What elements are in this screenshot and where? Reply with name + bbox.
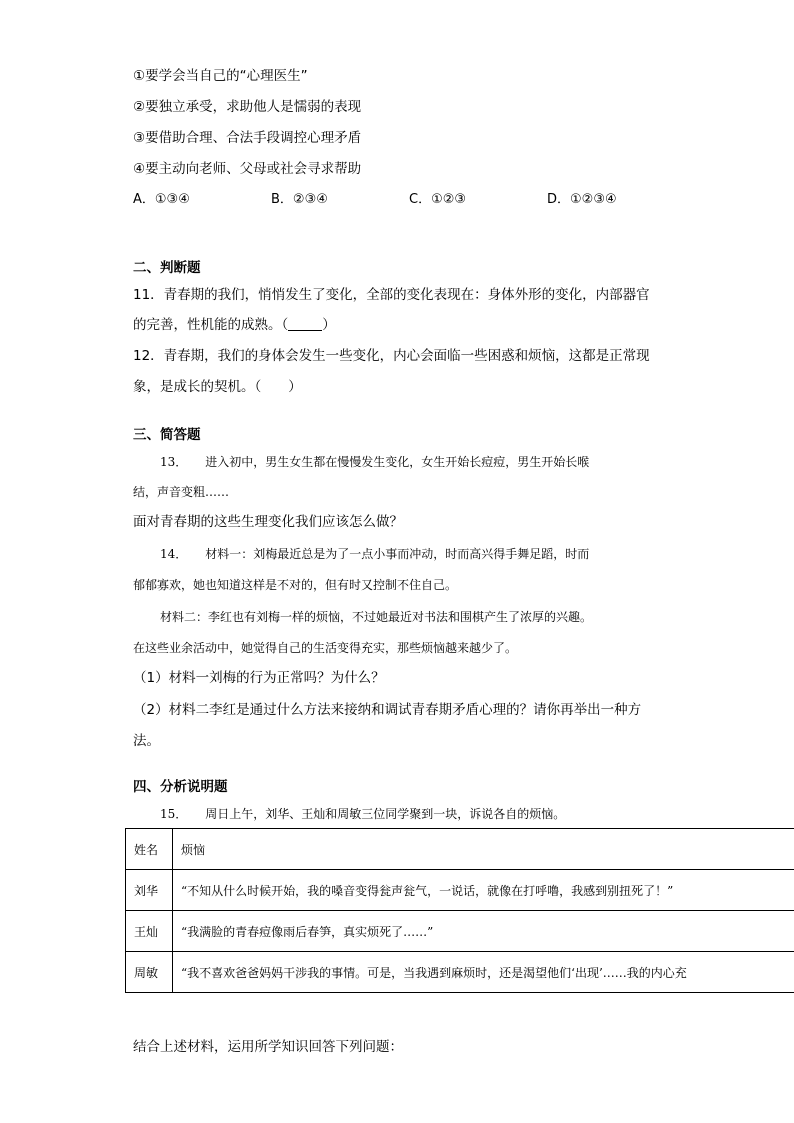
question-11-line-1: 11．青春期的我们，悄悄发生了变化，全部的变化表现在：身体外形的变化，内部器官 <box>133 287 650 303</box>
question-15-prompt: 结合上述材料，运用所学知识回答下列问题： <box>133 1039 403 1055</box>
choice-d: D．①②③④ <box>547 192 617 207</box>
option-statement-3: ③要借助合理、合法手段调控心理矛盾 <box>133 130 362 146</box>
table-row <box>126 952 794 993</box>
option-statement-1: ①要学会当自己的“心理医生” <box>133 68 308 84</box>
worries-table <box>125 828 794 993</box>
question-14-line-1: 14． 材料一：刘梅最近总是为了一点小事而冲动，时而高兴得手舞足蹈，时而 <box>160 547 590 561</box>
question-14-sub-2-cont: 法。 <box>133 733 160 749</box>
section-heading-judgment: 二、判断题 <box>133 260 201 276</box>
option-statement-2: ②要独立承受，求助他人是懦弱的表现 <box>133 99 362 115</box>
question-12-line-2: 象，是成长的契机。（ ） <box>133 379 302 395</box>
question-11-line-2: 的完善，性机能的成熟。（ ） <box>133 317 336 333</box>
question-14-line-3: 材料二：李红也有刘梅一样的烦恼，不过她最近对书法和围棋产生了浓厚的兴趣。 <box>160 610 593 624</box>
section-heading-analysis: 四、分析说明题 <box>133 779 228 795</box>
question-12-line-1: 12．青春期，我们的身体会发生一些变化，内心会面临一些困惑和烦恼，这都是正常现 <box>133 348 650 364</box>
question-15-intro: 15． 周日上午，刘华、王灿和周敏三位同学聚到一块，诉说各自的烦恼。 <box>160 807 566 821</box>
table-row <box>126 911 794 952</box>
choice-a: A．①③④ <box>133 192 190 207</box>
choice-b: B．②③④ <box>271 192 328 207</box>
question-13-line-2: 结，声音变粗…… <box>133 485 230 499</box>
question-14-sub-2: （2）材料二李红是通过什么方法来接纳和调试青春期矛盾心理的？请你再举出一种方 <box>133 702 642 718</box>
table-header-row <box>126 829 794 870</box>
table-cell-worry: “我满脸的青春痘像雨后春笋，真实烦死了……” <box>173 911 794 952</box>
option-statement-4: ④要主动向老师、父母或社会寻求帮助 <box>133 161 362 177</box>
table-cell-name: 王灿 <box>126 911 173 952</box>
table-cell-name: 刘华 <box>126 870 173 911</box>
answer-blank[interactable] <box>288 316 322 331</box>
question-14-sub-1: （1）材料一刘梅的行为正常吗？为什么？ <box>133 670 385 686</box>
question-14-line-4: 在这些业余活动中，她觉得自己的生活变得充实，那些烦恼越来越少了。 <box>133 641 518 655</box>
question-13-line-1: 13． 进入初中，男生女生都在慢慢发生变化，女生开始长痘痘，男生开始长喉 <box>160 455 590 469</box>
question-14-line-2: 郁郁寡欢，她也知道这样是不对的，但有时又控制不住自己。 <box>133 578 458 592</box>
table-cell-name: 周敏 <box>126 952 173 993</box>
table-header-cell: 姓名 <box>126 829 173 870</box>
choice-c: C．①②③ <box>409 192 467 207</box>
table-cell-worry: “不知从什么时候开始，我的嗓音变得瓮声瓮气，一说话，就像在打呼噜，我感到别扭死了！” <box>173 870 794 911</box>
question-13-prompt: 面对青春期的这些生理变化我们应该怎么做？ <box>133 514 403 530</box>
table-cell-worry: “我不喜欢爸爸妈妈干涉我的事情。可是，当我遇到麻烦时，还是渴望他们‘出现’……我的内心充 <box>173 952 794 993</box>
table-header-cell: 烦恼 <box>173 829 794 870</box>
table-row <box>126 870 794 911</box>
section-heading-short-answer: 三、简答题 <box>133 427 201 443</box>
